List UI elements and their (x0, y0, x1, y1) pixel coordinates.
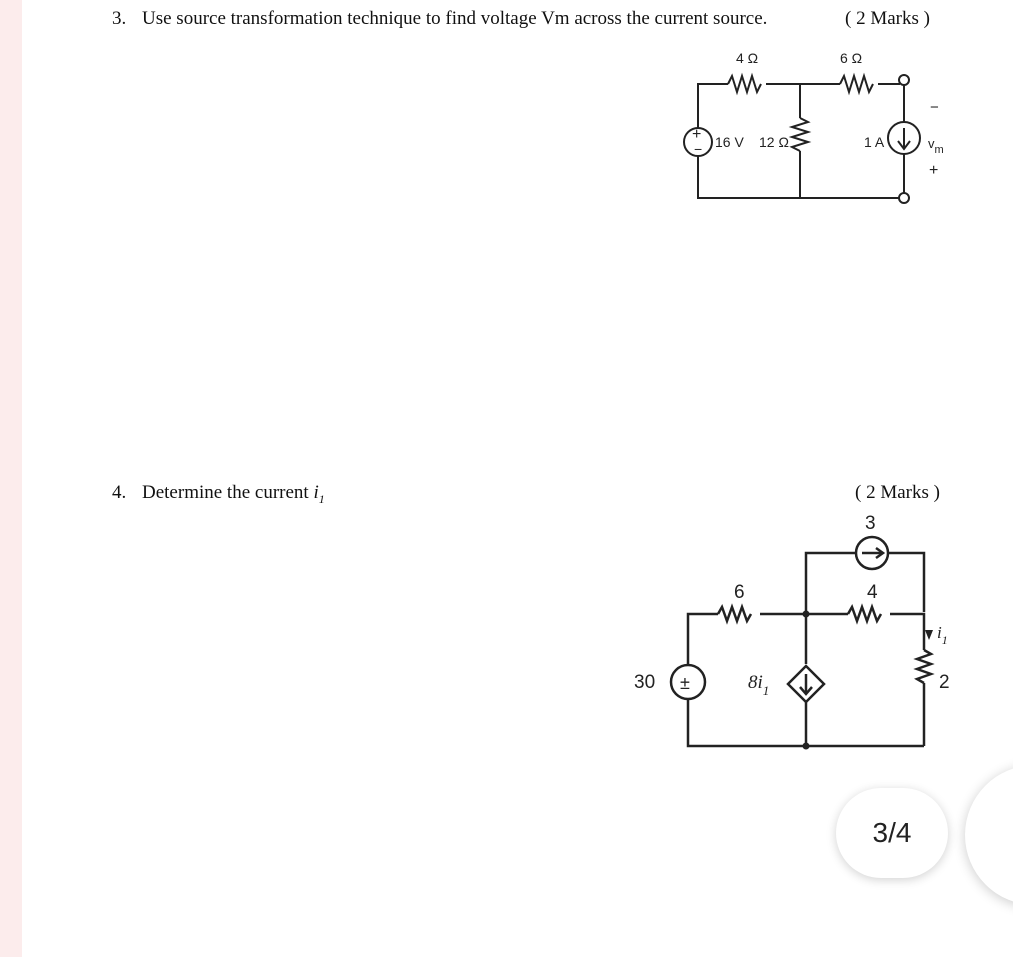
q3-vm-minus: − (930, 99, 939, 116)
q3-source-minus: − (694, 141, 703, 157)
q3-vm-label: $v_m$ (928, 136, 944, 156)
left-gutter (0, 0, 22, 957)
q4-resistor-2 (917, 650, 931, 683)
q4-resistor-6 (718, 607, 751, 621)
q4-label-6: 6 (734, 582, 745, 603)
question-4-text: Determine the current (142, 482, 314, 503)
q3-label-12ohm: 12 Ω (759, 134, 789, 150)
question-3-marks: ( 2 Marks ) (845, 8, 930, 29)
q3-label-16v: 16 V (715, 134, 744, 150)
q3-vm-plus: + (929, 162, 939, 179)
question-4-number: 4. (112, 482, 127, 503)
q3-label-1a: 1 A (864, 134, 885, 150)
page-indicator: 3/4 (836, 788, 948, 878)
q4-label-4: 4 (867, 582, 878, 603)
question-4-current-var: i (313, 482, 319, 503)
question-4-marks: ( 2 Marks ) (855, 482, 940, 503)
question-3-number: 3. (112, 8, 127, 29)
question-3-text: Use source transformation technique to find voltage Vm across the current source. (142, 8, 768, 29)
q4-label-2: 2 (939, 672, 950, 693)
q4-label-3: 3 (865, 513, 876, 534)
q3-label-6ohm: 6 Ω (840, 50, 863, 66)
q4-i1-label: $i_1$ (937, 623, 948, 647)
q4-resistor-4 (848, 607, 881, 621)
q4-source-pm: ± (680, 673, 690, 693)
q3-source-plus: + (692, 126, 702, 143)
q3-label-4ohm: 4 Ω (736, 50, 759, 66)
q4-dep-source-label: $8i_1$ (748, 672, 770, 698)
q4-label-30: 30 (634, 672, 656, 693)
question-4-current-sub: 1 (318, 491, 325, 506)
